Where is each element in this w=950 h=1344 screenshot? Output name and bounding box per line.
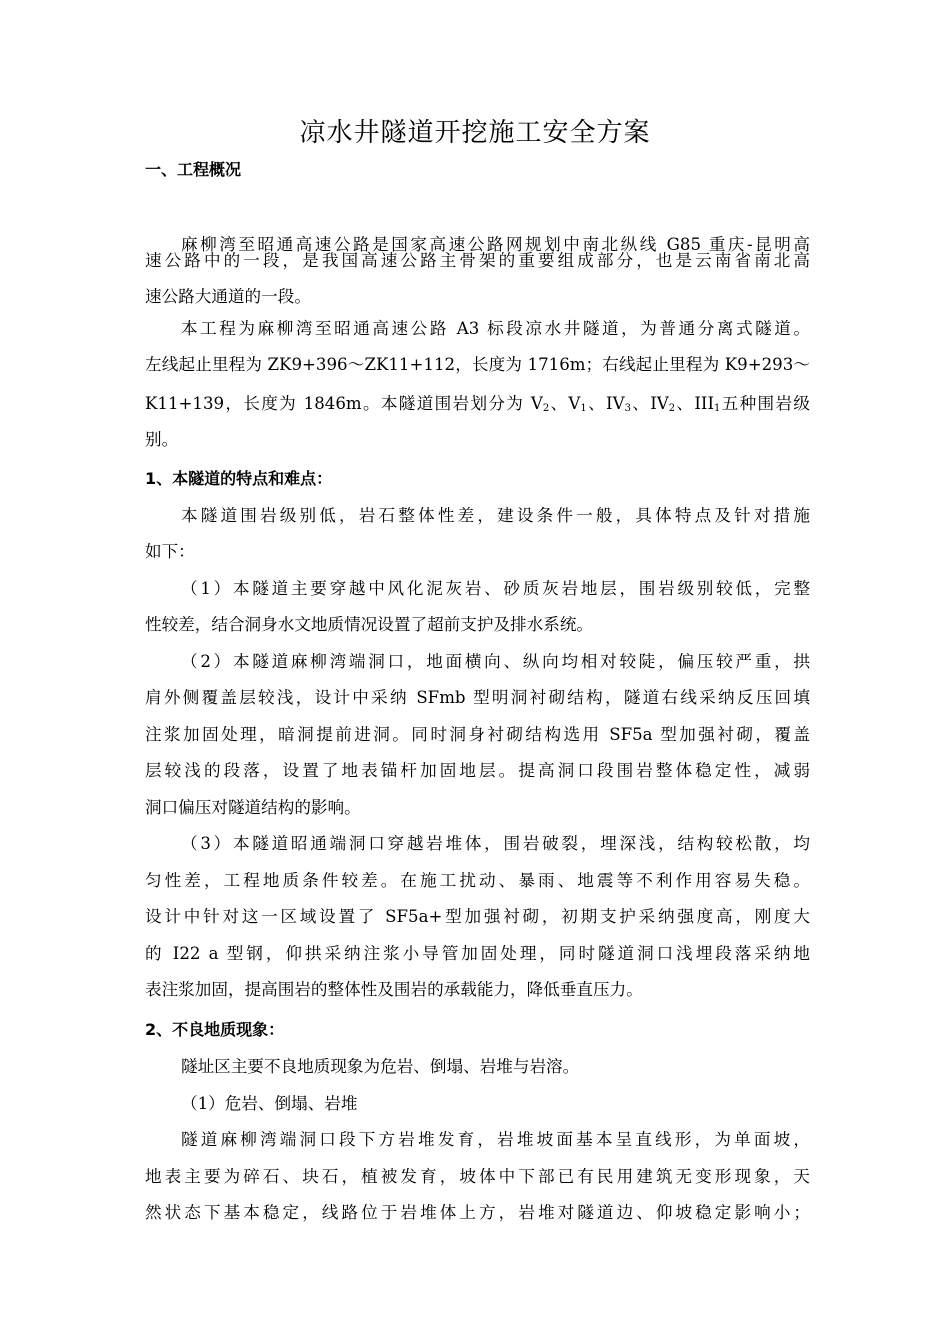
- text-line: 然状态下基本稳定，线路位于岩堆体上方，岩堆对隧道边、仰坡稳定影响小；: [145, 1203, 810, 1222]
- text-line: 的 I22 a 型钢，仰拱采纳注浆小导管加固处理，同时隧道洞口浅埋段落采纳地: [145, 944, 810, 963]
- text-line: （2）本隧道麻柳湾端洞口，地面横向、纵向均相对较陡，偏压较严重，拱: [181, 652, 810, 671]
- section-heading-features: 1、本隧道的特点和难点：: [145, 469, 333, 488]
- text-line: 麻柳湾至昭通高速公路是国家高速公路网规划中南北纵线 G85 重庆-昆明高: [181, 235, 810, 254]
- text-line: 如下：: [145, 542, 195, 561]
- section-heading-geology: 2、不良地质现象：: [145, 1020, 285, 1039]
- text-line: 设计中针对这一区域设置了 SF5a+型加强衬砌，初期支护采纳强度高，刚度大: [145, 907, 810, 926]
- text-line: 隧道麻柳湾端洞口段下方岩堆发育，岩堆坡面基本呈直线形，为单面坡，: [181, 1130, 810, 1149]
- page-title: 凉水井隧道开挖施工安全方案: [299, 118, 651, 148]
- text-line-rock-grades: K11+139，长度为 1846m。本隧道围岩划分为 $V_2$、$V_1$、$IV_3$、$IV_2$、$III_1$五种围岩级: [145, 394, 810, 414]
- text-line: 注浆加固处理，暗洞提前进洞。同时洞身衬砌结构选用 SF5a 型加强衬砌，覆盖: [145, 725, 810, 744]
- text-line: 速公路大通道的一段。: [145, 287, 311, 306]
- text-line: 肩外侧覆盖层较浅，设计中采纳 SFmb 型明洞衬砌结构，隧道右线采纳反压回填: [145, 688, 810, 707]
- text-line: 隧址区主要不良地质现象为危岩、倒塌、岩堆与岩溶。: [181, 1057, 580, 1076]
- text-line: （1）危岩、倒塌、岩堆: [181, 1094, 358, 1113]
- text-line: 本工程为麻柳湾至昭通高速公路 A3 标段凉水井隧道，为普通分离式隧道。: [181, 319, 810, 338]
- section-heading-overview: 一、工程概况: [145, 160, 242, 179]
- text-line: 性较差，结合洞身水文地质情况设置了超前支护及排水系统。: [145, 615, 594, 634]
- text-line: 表注浆加固，提高围岩的整体性及围岩的承载能力，降低垂直压力。: [145, 980, 643, 999]
- text-line: （1）本隧道主要穿越中风化泥灰岩、砂质灰岩地层，围岩级别较低，完整: [181, 579, 810, 598]
- text-line: 左线起止里程为 ZK9+396～ZK11+112，长度为 1716m；右线起止里程为 K9+293～: [145, 355, 810, 374]
- text-line: 速公路中的一段，是我国高速公路主骨架的重要组成部分，也是云南省南北高: [145, 251, 810, 270]
- text-line: 匀性差，工程地质条件较差。在施工扰动、暴雨、地震等不利作用容易失稳。: [145, 871, 810, 890]
- text-line: （3）本隧道昭通端洞口穿越岩堆体，围岩破裂，埋深浅，结构较松散，均: [181, 834, 810, 853]
- text-line: 层较浅的段落，设置了地表锚杆加固地层。提高洞口段围岩整体稳定性，减弱: [145, 761, 810, 780]
- text-line: 别。: [145, 430, 179, 449]
- text-line: 地表主要为碎石、块石，植被发育，坡体中下部已有民用建筑无变形现象，天: [145, 1167, 810, 1186]
- text-line: 本隧道围岩级别低，岩石整体性差，建设条件一般，具体特点及针对措施: [181, 506, 810, 525]
- text-line: 洞口偏压对隧道结构的影响。: [145, 798, 361, 817]
